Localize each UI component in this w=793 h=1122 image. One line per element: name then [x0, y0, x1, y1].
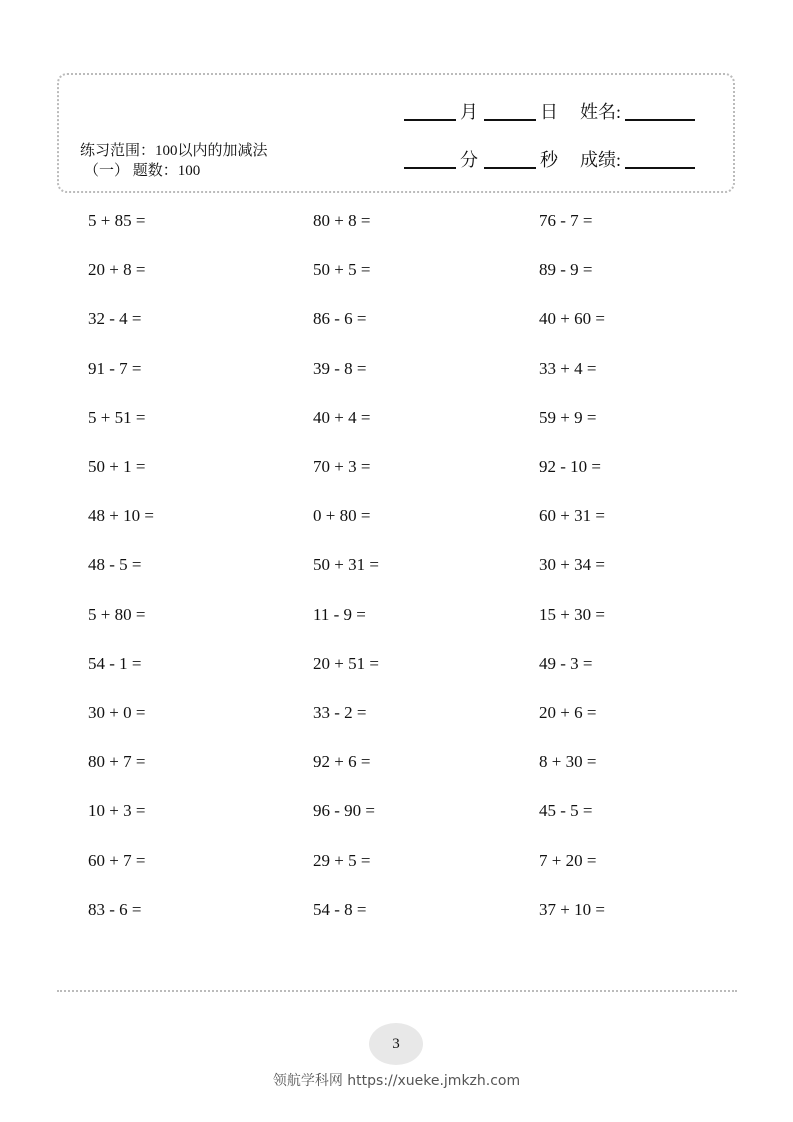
problem: 48 + 10 = [88, 506, 154, 526]
problem: 92 - 10 = [539, 457, 601, 476]
problem: 50 + 1 = [88, 457, 146, 476]
day-blank[interactable] [484, 119, 536, 121]
topic-line: 练习范围：100以内的加减法 [80, 143, 268, 159]
problem: 37 + 10 = [539, 899, 605, 919]
problem: 54 - 8 = [313, 899, 367, 919]
problem: 89 - 9 = [539, 260, 593, 280]
problem: 70 + 3 = [313, 457, 371, 476]
problem: 5 + 80 = [88, 604, 146, 624]
day-label: 日 [540, 102, 558, 122]
problem: 30 + 34 = [539, 555, 605, 575]
problem: 10 + 3 = [88, 801, 146, 821]
minute-label: 分 [460, 150, 478, 170]
problem: 50 + 31 = [313, 555, 379, 575]
divider [57, 990, 737, 992]
exercise-topic [80, 141, 268, 181]
problem: 7 + 20 = [539, 850, 597, 870]
minute-blank[interactable] [404, 167, 456, 169]
problem: 20 + 6 = [539, 703, 597, 722]
score-blank[interactable] [625, 167, 695, 169]
problem: 83 - 6 = [88, 899, 142, 919]
time-score-row [404, 146, 699, 172]
problem: 15 + 30 = [539, 604, 605, 624]
score-label: 成绩: [580, 150, 622, 170]
problem: 59 + 9 = [539, 407, 597, 427]
problem: 11 - 9 = [313, 604, 366, 624]
problem: 39 - 8 = [313, 358, 367, 378]
problem: 40 + 4 = [313, 407, 371, 427]
page-number: 3 [369, 1023, 423, 1065]
problem: 50 + 5 = [313, 260, 371, 280]
name-blank[interactable] [625, 119, 695, 121]
problem: 48 - 5 = [88, 555, 142, 575]
problem: 76 - 7 = [539, 211, 593, 230]
problem: 29 + 5 = [313, 850, 371, 870]
problem: 40 + 60 = [539, 309, 605, 329]
problem: 32 - 4 = [88, 309, 142, 329]
problem: 33 - 2 = [313, 703, 367, 722]
question-count: （一） 题数：100 [84, 163, 201, 179]
problem: 80 + 7 = [88, 752, 146, 772]
problem: 60 + 31 = [539, 506, 605, 526]
problem: 92 + 6 = [313, 752, 371, 772]
problem: 30 + 0 = [88, 703, 146, 722]
problem: 80 + 8 = [313, 211, 371, 230]
problem: 0 + 80 = [313, 506, 371, 526]
problem: 60 + 7 = [88, 850, 146, 870]
second-label: 秒 [540, 150, 558, 170]
problem: 5 + 51 = [88, 407, 146, 427]
problem: 54 - 1 = [88, 653, 142, 673]
problem: 20 + 51 = [313, 653, 379, 673]
problem: 96 - 90 = [313, 801, 375, 821]
problem: 49 - 3 = [539, 653, 593, 673]
date-name-row [404, 98, 699, 124]
name-label: 姓名: [580, 102, 622, 122]
problem: 20 + 8 = [88, 260, 146, 280]
problem: 8 + 30 = [539, 752, 597, 772]
problem: 45 - 5 = [539, 801, 593, 821]
problem: 91 - 7 = [88, 358, 142, 378]
problem: 86 - 6 = [313, 309, 367, 329]
footer-watermark: 领航学科网 https://xueke.jmkzh.com [272, 1073, 521, 1089]
second-blank[interactable] [484, 167, 536, 169]
problem: 33 + 4 = [539, 358, 597, 378]
problem: 5 + 85 = [88, 211, 146, 230]
month-label: 月 [460, 102, 478, 122]
month-blank[interactable] [404, 119, 456, 121]
